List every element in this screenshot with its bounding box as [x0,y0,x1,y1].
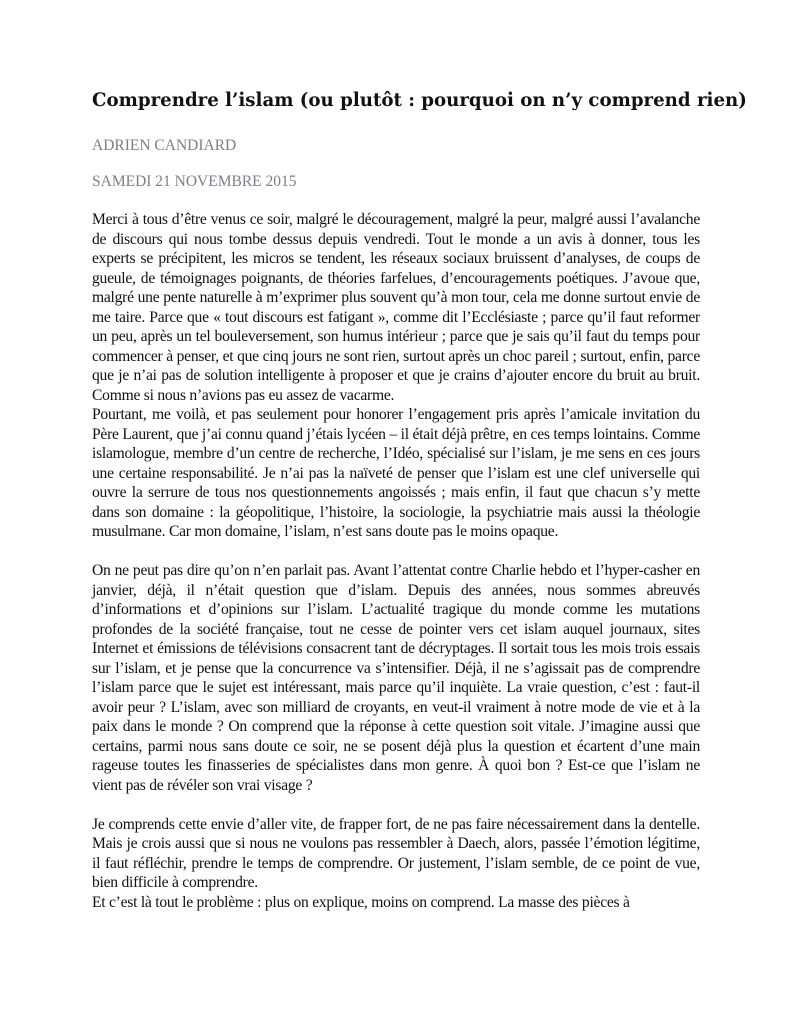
author-name: ADRIEN CANDIARD [92,137,237,154]
paragraph: Je comprends cette envie d’aller vite, de frapper fort, de ne pas faire nécessairement dans la dentelle. Mais je crois aussi que si nous ne voulons pas ressembler à Daech, alors, passée l’émotion légitime, il faut réfléchir, prendre le temps de comprendre. Or justement, l’islam semble, de ce point de vue, bien difficile à comprendre. [92,815,700,891]
paragraph: Et c’est là tout le problème : plus on explique, moins on comprend. La masse des pièces à [92,893,630,911]
document-title: Comprendre l’islam (ou plutôt : pourquoi on n’y comprend rien) [92,90,747,111]
document-page [92,88,747,912]
paragraph: On ne peut pas dire qu’on n’en parlait pas. Avant l’attentat contre Charlie hebdo et l’hyper-casher en janvier, déjà, il n’était question que d’islam. Depuis des années, nous sommes abreuvés d’informations et d’opinions sur l’islam. L’actualité tragique du monde comme les mutations profondes de la société française, tout ne cesse de pointer vers cet islam auquel journaux, sites Internet et émissions de télévisions consacrent tant de décryptages. Il sortait tous les mois trois essais sur l’islam, et je pense que la concurrence va s’intensifier. Déjà, il ne s’agissait pas de comprendre l’islam parce que le sujet est intéressant, mais parce qu’il inquiète. La vraie question, c’est : faut-il avoir peur ? L’islam, avec son milliard de croyants, en veut-il vraiment à notre mode de vie et à la paix dans le monde ? On comprend que la réponse à cette question soit vitale. J’imagine aussi que certains, parmi nous sans doute ce soir, ne se posent déjà plus la question et écartent d’une main rageuse toutes les finasseries de spécialistes dans mon genre. À quoi bon ? Est-ce que l’islam ne vient pas de révéler son vrai visage ? [92,562,700,794]
paragraph: Merci à tous d’être venus ce soir, malgré le découragement, malgré la peur, malgré aussi l’avalanche de discours qui nous tombe dessus depuis vendredi. Tout le monde a un avis à donner, tous les experts se précipitent, les micros se tendent, les réseaux sociaux bruissent d’analyses, de coups de gueule, de témoignages poignants, de théories farfelues, d’encouragements poétiques. J’avoue que, malgré une pente naturelle à m’exprimer plus souvent qu’à mon tour, cela me donne surtout envie de me taire. Parce que « tout discours est fatigant », comme dit l’Ecclésiaste ; parce qu’il faut reformer un peu, après un tel bouleversement, son humus intérieur ; parce que je sais qu’il faut du temps pour commencer à penser, et que cinq jours ne sont rien, surtout après un choc pareil ; surtout, enfin, parce que je n’ai pas de solution intelligente à proposer et que je crains d’ajouter encore du bruit au bruit. Comme si nous n’avions pas eu assez de vacarme. [92,211,700,404]
paragraph: Pourtant, me voilà, et pas seulement pour honorer l’engagement pris après l’amicale invitation du Père Laurent, que j’ai connu quand j’étais lycéen – il était déjà prêtre, en ces temps lointains. Comme islamologue, membre d’un centre de recherche, l’Idéo, spécialisé sur l’islam, je me sens en ces jours une certaine responsabilité. Je n’ai pas la naïveté de penser que l’islam est une clef universelle qui ouvre la serrure de tous nos questionnements angoissés ; mais enfin, il faut que chacun s’y mette dans son domaine : la géopolitique, l’histoire, la sociologie, la psychiatrie mais aussi la théologie musulmane. Car mon domaine, l’islam, n’est sans doute pas le moins opaque. [92,406,700,540]
publication-date: SAMEDI 21 NOVEMBRE 2015 [92,173,297,190]
document-body [92,210,700,912]
